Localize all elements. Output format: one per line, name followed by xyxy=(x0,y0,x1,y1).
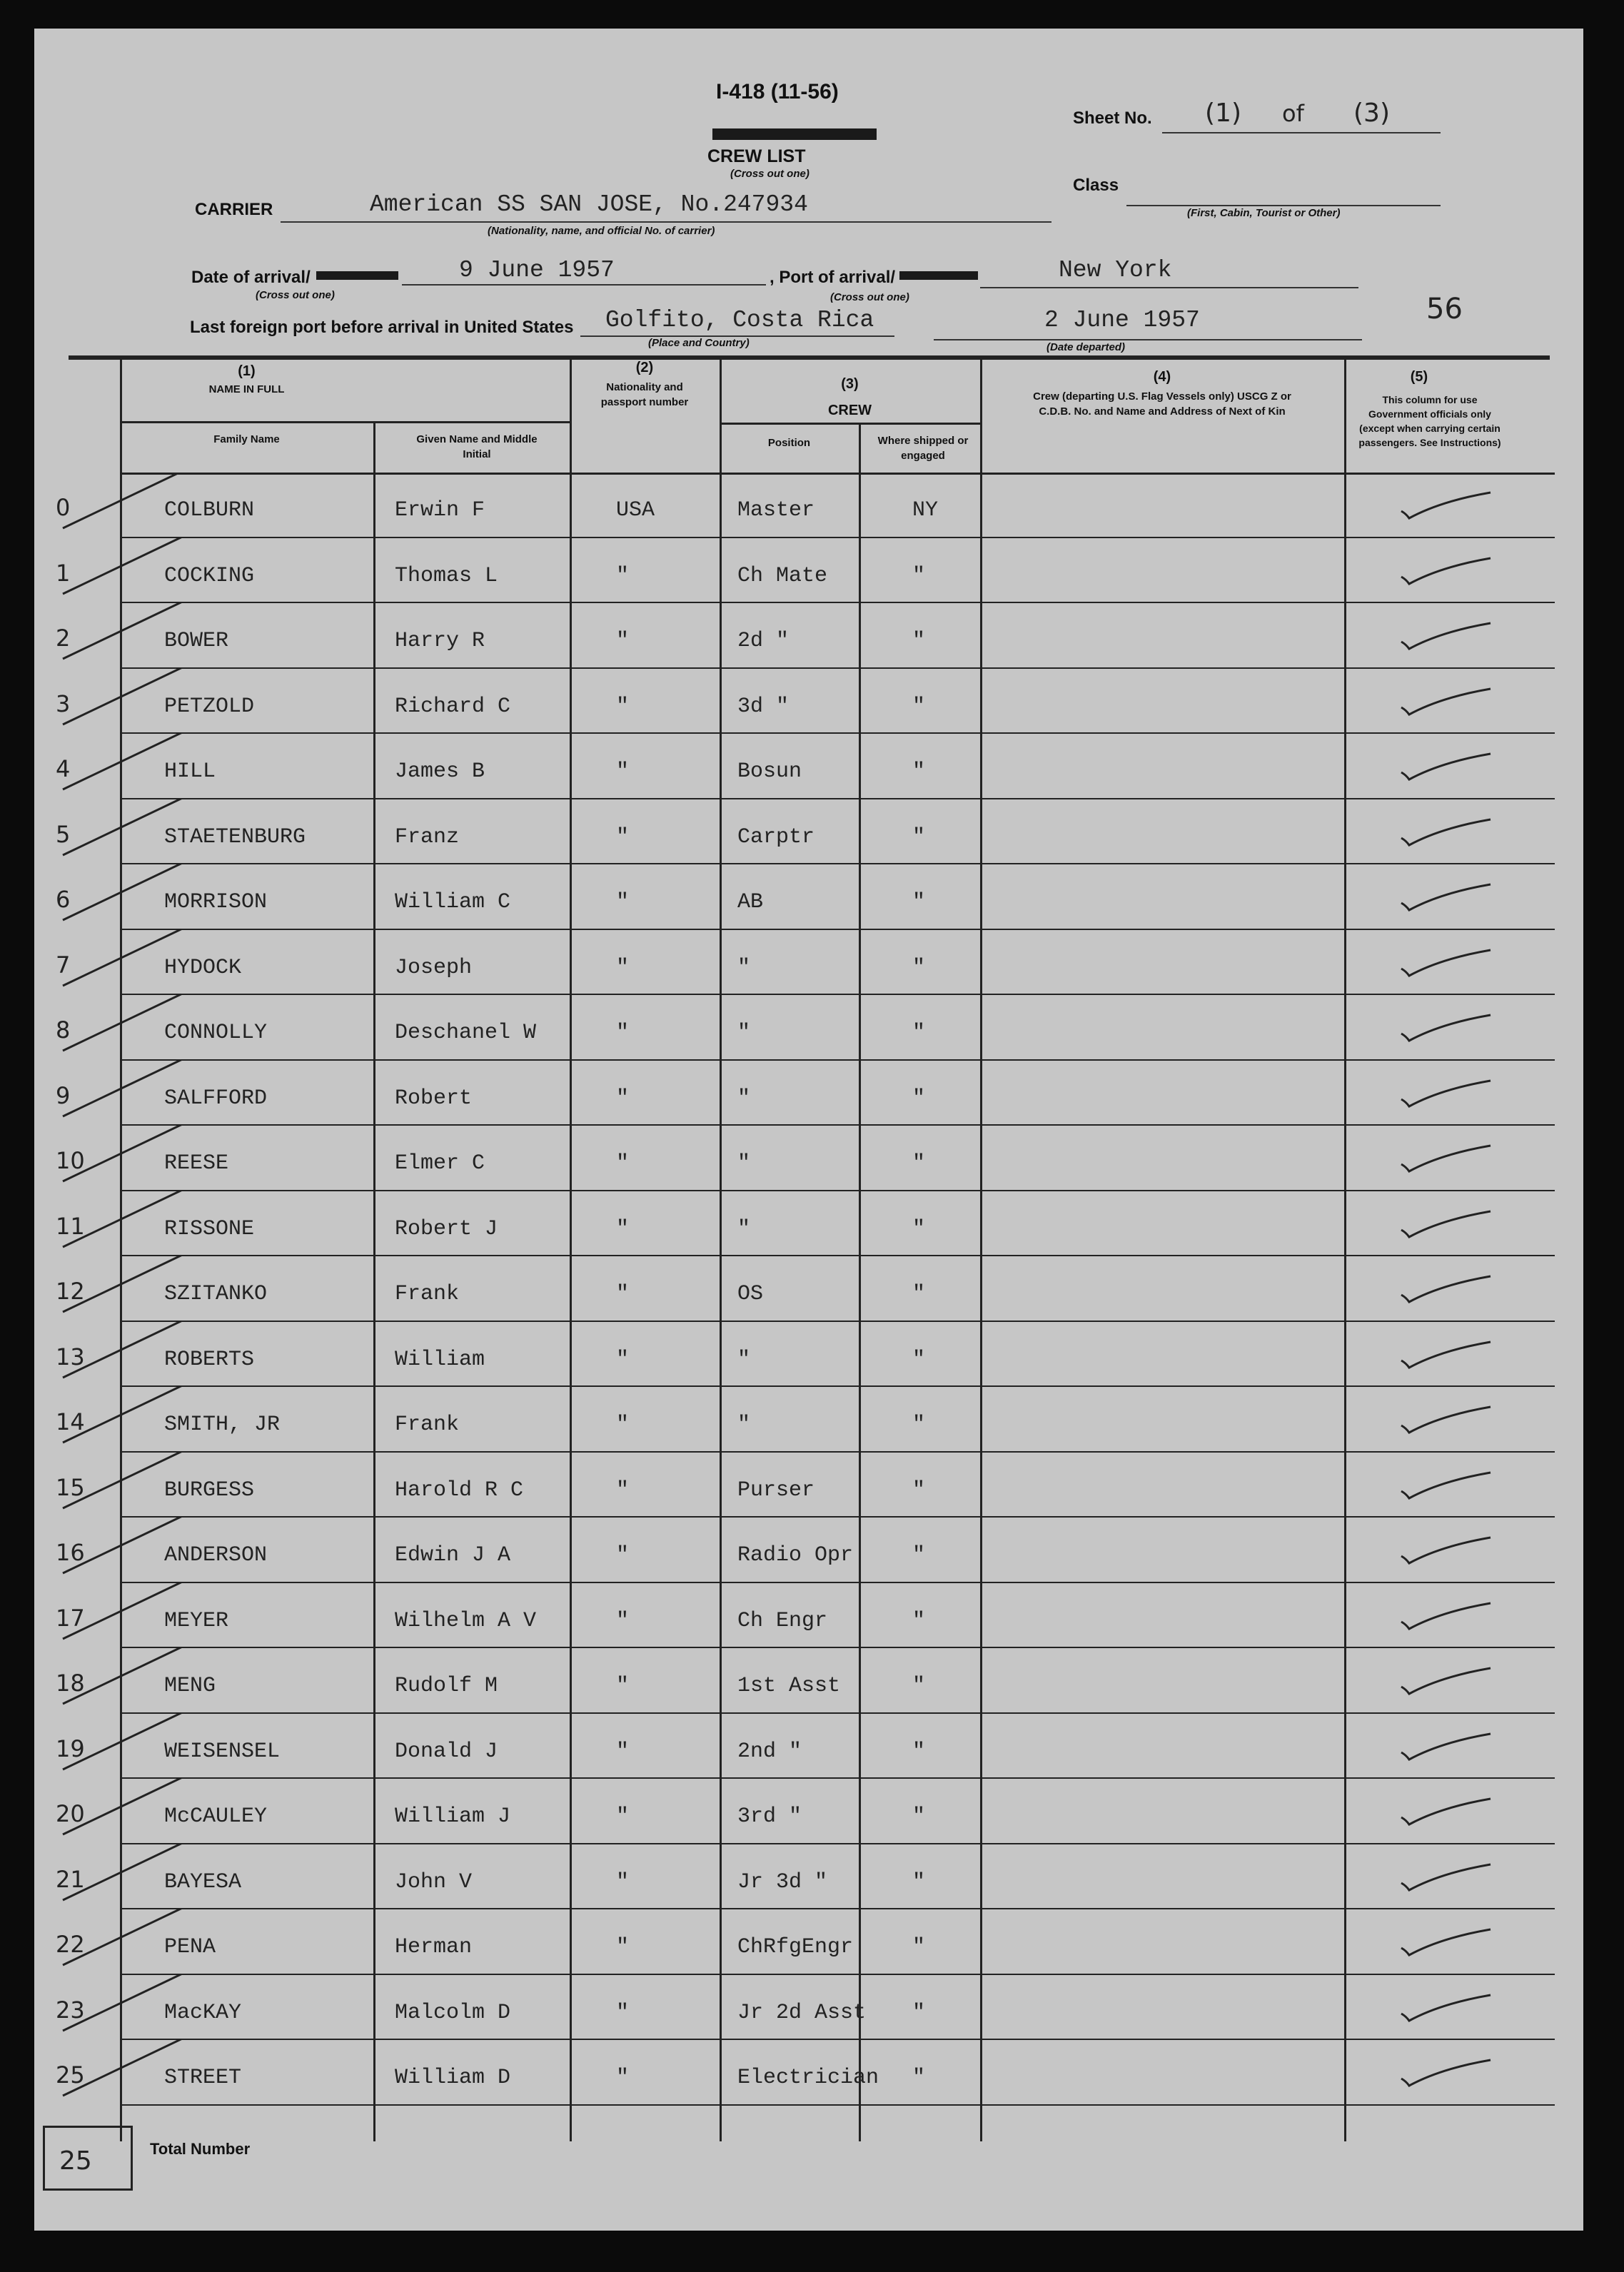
total-value: 25 xyxy=(59,2146,92,2176)
table-row xyxy=(34,930,1583,994)
nationality-cell: " xyxy=(616,2000,630,2025)
col2-title: Nationality and passport number xyxy=(600,381,689,408)
arrival-label: Date of arrival/ xyxy=(191,268,311,287)
table-row xyxy=(34,538,1583,602)
crew-subheader-rule xyxy=(720,423,980,425)
nationality-cell: " xyxy=(616,1282,630,1306)
nationality-cell: " xyxy=(616,1804,630,1829)
family-name-cell: BURGESS xyxy=(164,1478,255,1503)
table-row xyxy=(34,669,1583,733)
row-number: 23 xyxy=(56,1996,85,2024)
struck-out-text xyxy=(712,128,877,140)
check-mark-icon xyxy=(1391,814,1498,849)
port-underline xyxy=(980,287,1358,288)
table-row xyxy=(34,1322,1583,1386)
table-row xyxy=(34,1061,1583,1125)
family-name-cell: HYDOCK xyxy=(164,955,242,980)
where-shipped-cell: " xyxy=(912,955,926,980)
where-shipped-cell: " xyxy=(912,694,926,719)
where-shipped-cell: " xyxy=(912,1869,926,1894)
row-number: 4 xyxy=(56,755,71,782)
row-number: 7 xyxy=(56,951,71,979)
family-name-cell: COLBURN xyxy=(164,498,255,522)
given-name-cell: William C xyxy=(395,890,511,914)
where-shipped-cell: " xyxy=(912,759,926,784)
check-mark-icon xyxy=(1391,1075,1498,1111)
check-mark-icon xyxy=(1391,1662,1498,1698)
last-port-value: Golfito, Costa Rica xyxy=(605,307,874,333)
row-number: 3 xyxy=(56,690,71,717)
col3-number: (3) xyxy=(841,376,859,392)
given-name-cell: Harry R xyxy=(395,629,485,653)
nationality-cell: " xyxy=(616,1935,630,1959)
nationality-cell: " xyxy=(616,759,630,784)
family-name-cell: BOWER xyxy=(164,629,229,653)
given-name-cell: Deschanel W xyxy=(395,1021,537,1045)
nationality-cell: " xyxy=(616,1869,630,1894)
table-row xyxy=(34,473,1583,537)
total-label: Total Number xyxy=(150,2140,251,2158)
carrier-label: CARRIER xyxy=(195,200,273,219)
position-cell: " xyxy=(737,1413,751,1437)
col2-number: (2) xyxy=(635,360,654,375)
nationality-cell: " xyxy=(616,890,630,914)
check-mark-icon xyxy=(1391,1467,1498,1503)
family-name-cell: ANDERSON xyxy=(164,1543,268,1567)
family-name-cell: MENG xyxy=(164,1674,216,1698)
where-shipped-cell: " xyxy=(912,629,926,653)
sheet-total: (3) xyxy=(1353,99,1390,128)
where-shipped-cell: " xyxy=(912,1739,926,1764)
nationality-cell: " xyxy=(616,1608,630,1633)
position-cell: AB xyxy=(737,890,764,914)
where-shipped-cell: " xyxy=(912,1216,926,1241)
family-name-cell: STREET xyxy=(164,2066,242,2090)
table-row xyxy=(34,1518,1583,1582)
given-name-cell: James B xyxy=(395,759,485,784)
check-mark-icon xyxy=(1391,1728,1498,1764)
family-name-cell: RISSONE xyxy=(164,1216,255,1241)
row-number: 11 xyxy=(56,1212,85,1240)
check-mark-icon xyxy=(1391,748,1498,784)
family-name-cell: PETZOLD xyxy=(164,694,255,719)
class-label: Class xyxy=(1073,176,1119,195)
nationality-cell: " xyxy=(616,629,630,653)
family-name-header: Family Name xyxy=(213,433,280,445)
row-number: 17 xyxy=(56,1604,85,1632)
crew-list-document xyxy=(34,29,1583,2231)
row-number: 21 xyxy=(56,1865,85,1893)
family-name-cell: SMITH, JR xyxy=(164,1413,281,1437)
check-mark-icon xyxy=(1391,683,1498,719)
check-mark-icon xyxy=(1391,1532,1498,1567)
family-name-cell: BAYESA xyxy=(164,1869,242,1894)
row-number: 5 xyxy=(56,820,71,848)
check-mark-icon xyxy=(1391,1924,1498,1959)
form-number: I-418 (11-56) xyxy=(716,80,839,103)
class-underline xyxy=(1126,205,1441,206)
given-name-cell: Frank xyxy=(395,1282,460,1306)
given-name-cell: John V xyxy=(395,1869,473,1894)
row-number: 0 xyxy=(56,494,71,521)
family-name-cell: CONNOLLY xyxy=(164,1021,268,1045)
given-name-cell: William D xyxy=(395,2066,511,2090)
row-number: 25 xyxy=(56,2061,85,2089)
check-mark-icon xyxy=(1391,1271,1498,1306)
row-number: 14 xyxy=(56,1408,85,1435)
table-row xyxy=(34,1714,1583,1778)
position-cell: Electrician xyxy=(737,2066,879,2090)
check-mark-icon xyxy=(1391,879,1498,914)
where-shipped-cell: " xyxy=(912,1282,926,1306)
check-mark-icon xyxy=(1391,944,1498,980)
check-mark-icon xyxy=(1391,1859,1498,1894)
table-row xyxy=(34,1779,1583,1843)
check-mark-icon xyxy=(1391,1401,1498,1437)
nationality-cell: " xyxy=(616,1347,630,1372)
position-header: Position xyxy=(767,437,811,449)
port-struck xyxy=(899,271,978,280)
position-cell: " xyxy=(737,1347,751,1372)
given-name-cell: Frank xyxy=(395,1413,460,1437)
table-row xyxy=(34,2040,1583,2104)
last-port-label: Last foreign port before arrival in United States xyxy=(190,318,574,337)
given-name-cell: Robert J xyxy=(395,1216,498,1241)
page-number: 56 xyxy=(1426,293,1463,325)
where-shipped-cell: " xyxy=(912,2066,926,2090)
row-number: 2 xyxy=(56,625,71,652)
check-mark-icon xyxy=(1391,2054,1498,2090)
position-cell: Purser xyxy=(737,1478,815,1503)
given-name-cell: Harold R C xyxy=(395,1478,524,1503)
family-name-cell: MEYER xyxy=(164,1608,229,1633)
arrival-date: 9 June 1957 xyxy=(459,257,615,283)
given-name-cell: Franz xyxy=(395,824,460,849)
where-shipped-cell: " xyxy=(912,1151,926,1176)
where-shipped-cell: " xyxy=(912,1543,926,1567)
position-cell: 3d " xyxy=(737,694,790,719)
given-name-cell: Elmer C xyxy=(395,1151,485,1176)
given-name-cell: Donald J xyxy=(395,1739,498,1764)
position-cell: Carptr xyxy=(737,824,815,849)
nationality-cell: " xyxy=(616,1021,630,1045)
where-shipped-header: Where shipped or engaged xyxy=(877,435,969,462)
sheet-number: (1) xyxy=(1205,99,1241,128)
row-number: 20 xyxy=(56,1800,85,1827)
given-name-header: Given Name and Middle Initial xyxy=(416,433,538,460)
table-row xyxy=(34,603,1583,667)
row-number: 18 xyxy=(56,1670,85,1697)
position-cell: 2d " xyxy=(737,629,790,653)
check-mark-icon xyxy=(1391,1009,1498,1045)
table-top-rule xyxy=(69,355,1550,360)
given-name-cell: Thomas L xyxy=(395,563,498,588)
where-shipped-cell: " xyxy=(912,1674,926,1698)
check-mark-icon xyxy=(1391,1140,1498,1176)
nationality-cell: " xyxy=(616,824,630,849)
nationality-cell: " xyxy=(616,563,630,588)
sheet-underline xyxy=(1162,132,1441,133)
check-mark-icon xyxy=(1391,487,1498,522)
table-row xyxy=(34,864,1583,929)
where-shipped-cell: " xyxy=(912,1086,926,1111)
form-title: CREW LIST xyxy=(707,146,806,166)
position-cell: Ch Engr xyxy=(737,1608,828,1633)
where-shipped-cell: " xyxy=(912,890,926,914)
given-name-cell: Rudolf M xyxy=(395,1674,498,1698)
nationality-cell: " xyxy=(616,1216,630,1241)
where-shipped-cell: NY xyxy=(912,498,939,522)
position-cell: Bosun xyxy=(737,759,802,784)
sheet-label: Sheet No. xyxy=(1073,108,1152,128)
col1-title: NAME IN FULL xyxy=(208,383,285,395)
port-value: New York xyxy=(1059,257,1172,283)
where-shipped-cell: " xyxy=(912,824,926,849)
departed-value: 2 June 1957 xyxy=(1044,307,1200,333)
position-cell: 3rd " xyxy=(737,1804,802,1829)
position-cell: " xyxy=(737,1216,751,1241)
family-name-cell: REESE xyxy=(164,1151,229,1176)
row-number: 6 xyxy=(56,886,71,913)
given-name-cell: Edwin J A xyxy=(395,1543,511,1567)
nationality-cell: " xyxy=(616,1086,630,1111)
nationality-cell: " xyxy=(616,2066,630,2090)
row-number: 9 xyxy=(56,1081,71,1109)
position-cell: " xyxy=(737,1151,751,1176)
position-cell: 2nd " xyxy=(737,1739,802,1764)
row-number: 1 xyxy=(56,559,71,587)
position-cell: 1st Asst xyxy=(737,1674,841,1698)
given-name-cell: Wilhelm A V xyxy=(395,1608,537,1633)
col5-number: (5) xyxy=(1410,369,1428,385)
row-rule xyxy=(120,2104,1555,2106)
family-name-cell: SALFFORD xyxy=(164,1086,268,1111)
crew-title: CREW xyxy=(827,403,872,418)
table-row xyxy=(34,1844,1583,1909)
nationality-cell: " xyxy=(616,1674,630,1698)
row-number: 10 xyxy=(56,1147,85,1174)
where-shipped-cell: " xyxy=(912,1608,926,1633)
table-row xyxy=(34,1583,1583,1647)
table-row xyxy=(34,1975,1583,2039)
check-mark-icon xyxy=(1391,617,1498,653)
departed-note: (Date departed) xyxy=(1046,341,1126,353)
nationality-cell: " xyxy=(616,1151,630,1176)
col5-title: This column for use Government officials only (except when carrying certain passengers. See Instructions) xyxy=(1358,394,1501,448)
arrival-struck xyxy=(316,271,398,280)
check-mark-icon xyxy=(1391,1336,1498,1372)
given-name-cell: William xyxy=(395,1347,485,1372)
table-row xyxy=(34,995,1583,1059)
col4-number: (4) xyxy=(1153,369,1171,385)
family-name-cell: MacKAY xyxy=(164,2000,242,2025)
row-number: 8 xyxy=(56,1016,71,1044)
where-shipped-cell: " xyxy=(912,1935,926,1959)
check-mark-icon xyxy=(1391,1597,1498,1633)
family-name-cell: HILL xyxy=(164,759,216,784)
family-name-cell: PENA xyxy=(164,1935,216,1959)
table-row xyxy=(34,1909,1583,1974)
table-row xyxy=(34,1256,1583,1321)
position-cell: " xyxy=(737,955,751,980)
where-shipped-cell: " xyxy=(912,1478,926,1503)
last-port-note: (Place and Country) xyxy=(648,337,750,349)
given-name-cell: Joseph xyxy=(395,955,473,980)
where-shipped-cell: " xyxy=(912,1021,926,1045)
nationality-cell: " xyxy=(616,1543,630,1567)
position-cell: OS xyxy=(737,1282,764,1306)
row-number: 12 xyxy=(56,1278,85,1305)
family-name-cell: SZITANKO xyxy=(164,1282,268,1306)
row-number: 19 xyxy=(56,1735,85,1762)
given-name-cell: Erwin F xyxy=(395,498,485,522)
arrival-note: (Cross out one) xyxy=(256,289,335,301)
table-row xyxy=(34,1126,1583,1190)
position-cell: Jr 2d Asst xyxy=(737,2000,867,2025)
check-mark-icon xyxy=(1391,552,1498,588)
position-cell: Ch Mate xyxy=(737,563,828,588)
name-subheader-rule xyxy=(120,421,570,423)
form-title-note: (Cross out one) xyxy=(730,168,810,180)
row-number: 15 xyxy=(56,1473,85,1501)
nationality-cell: " xyxy=(616,1413,630,1437)
position-cell: " xyxy=(737,1086,751,1111)
given-name-cell: William J xyxy=(395,1804,511,1829)
nationality-cell: " xyxy=(616,1739,630,1764)
position-cell: Master xyxy=(737,498,815,522)
port-note: (Cross out one) xyxy=(830,291,909,303)
departed-underline xyxy=(934,339,1362,340)
class-note: (First, Cabin, Tourist or Other) xyxy=(1187,207,1341,219)
table-row xyxy=(34,799,1583,864)
carrier-note: (Nationality, name, and official No. of carrier) xyxy=(488,225,715,237)
where-shipped-cell: " xyxy=(912,2000,926,2025)
table-row xyxy=(34,1453,1583,1517)
table-row xyxy=(34,1387,1583,1451)
carrier-underline xyxy=(281,221,1051,223)
nationality-cell: " xyxy=(616,955,630,980)
table-row xyxy=(34,734,1583,798)
arrival-underline xyxy=(402,284,766,286)
nationality-cell: " xyxy=(616,694,630,719)
check-mark-icon xyxy=(1391,1989,1498,2025)
col4-title: Crew (departing U.S. Flag Vessels only) USCG Z or C.D.B. No. and Name and Address of Next of Kin xyxy=(1033,390,1291,418)
nationality-cell: USA xyxy=(616,498,655,522)
port-label: , Port of arrival/ xyxy=(770,268,896,287)
family-name-cell: STAETENBURG xyxy=(164,824,306,849)
where-shipped-cell: " xyxy=(912,1413,926,1437)
table-row xyxy=(34,1191,1583,1256)
family-name-cell: WEISENSEL xyxy=(164,1739,281,1764)
row-number: 16 xyxy=(56,1539,85,1566)
family-name-cell: MORRISON xyxy=(164,890,268,914)
given-name-cell: Richard C xyxy=(395,694,511,719)
where-shipped-cell: " xyxy=(912,1347,926,1372)
position-cell: " xyxy=(737,1021,751,1045)
carrier-value: American SS SAN JOSE, No.247934 xyxy=(370,191,808,218)
where-shipped-cell: " xyxy=(912,563,926,588)
col1-number: (1) xyxy=(238,363,256,379)
position-cell: Radio Opr xyxy=(737,1543,854,1567)
given-name-cell: Malcolm D xyxy=(395,2000,511,2025)
position-cell: ChRfgEngr xyxy=(737,1935,854,1959)
sheet-of: of xyxy=(1282,100,1304,127)
position-cell: Jr 3d " xyxy=(737,1869,828,1894)
family-name-cell: McCAULEY xyxy=(164,1804,268,1829)
family-name-cell: COCKING xyxy=(164,563,255,588)
nationality-cell: " xyxy=(616,1478,630,1503)
given-name-cell: Robert xyxy=(395,1086,473,1111)
check-mark-icon xyxy=(1391,1206,1498,1241)
family-name-cell: ROBERTS xyxy=(164,1347,255,1372)
table-row xyxy=(34,1648,1583,1712)
row-number: 22 xyxy=(56,1931,85,1958)
check-mark-icon xyxy=(1391,1793,1498,1829)
row-number: 13 xyxy=(56,1343,85,1370)
where-shipped-cell: " xyxy=(912,1804,926,1829)
given-name-cell: Herman xyxy=(395,1935,473,1959)
